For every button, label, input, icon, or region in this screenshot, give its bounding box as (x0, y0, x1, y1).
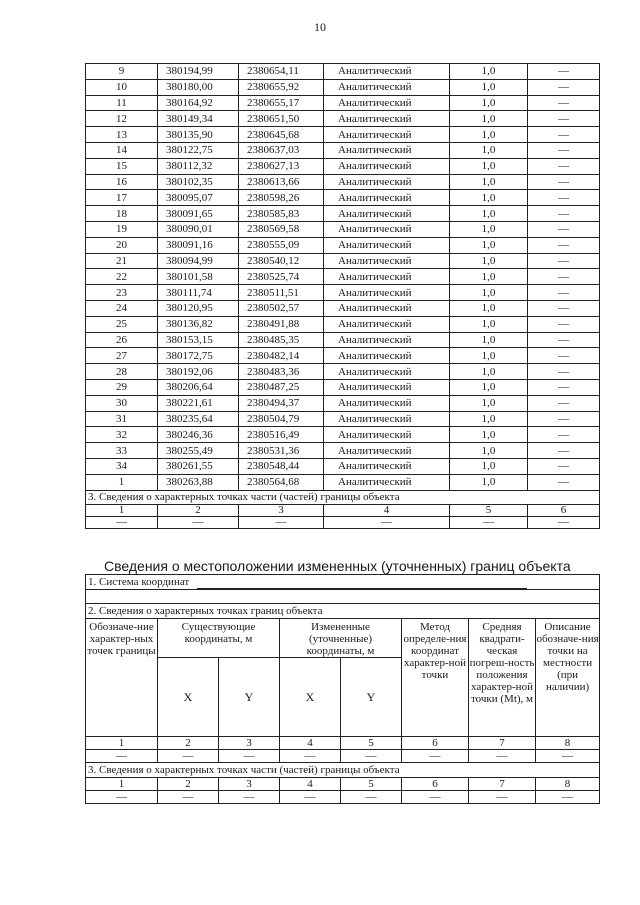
description: — (528, 285, 600, 301)
table-row (86, 174, 600, 190)
point-number: 21 (86, 253, 158, 269)
table-row (86, 95, 600, 111)
column-number: 4 (280, 737, 341, 750)
accuracy: 1,0 (450, 332, 528, 348)
method: Аналитический (324, 269, 450, 285)
section3-col-number: 4 (324, 504, 450, 516)
coord-y: 2380516,49 (239, 427, 324, 443)
point-number: 11 (86, 95, 158, 111)
accuracy: 1,0 (450, 300, 528, 316)
point-number: 33 (86, 443, 158, 459)
header-designation: Обозначе-ние характер-ных точек границы (86, 619, 158, 737)
column-number: 8 (536, 737, 600, 750)
coord-y: 2380655,92 (239, 79, 324, 95)
method: Аналитический (324, 127, 450, 143)
point-number: 16 (86, 174, 158, 190)
coord-x: 380255,49 (158, 443, 239, 459)
section3-dash: — (402, 791, 469, 804)
accuracy: 1,0 (450, 411, 528, 427)
accuracy: 1,0 (450, 221, 528, 237)
method: Аналитический (324, 64, 450, 80)
accuracy: 1,0 (450, 64, 528, 80)
table-row (86, 427, 600, 443)
coord-x: 380172,75 (158, 348, 239, 364)
method: Аналитический (324, 474, 450, 490)
description: — (528, 190, 600, 206)
method: Аналитический (324, 379, 450, 395)
empty-dash: — (219, 750, 280, 763)
coord-y: 2380598,26 (239, 190, 324, 206)
coord-y: 2380654,11 (239, 64, 324, 80)
accuracy: 1,0 (450, 127, 528, 143)
section3-col-number: 8 (536, 778, 600, 791)
method: Аналитический (324, 364, 450, 380)
section3-dash: — (341, 791, 402, 804)
method: Аналитический (324, 221, 450, 237)
description: — (528, 443, 600, 459)
table-row (86, 237, 600, 253)
table-row (86, 253, 600, 269)
table-row (86, 158, 600, 174)
table-row (86, 206, 600, 222)
point-number: 9 (86, 64, 158, 80)
header-existing-coords: Существующие координаты, м (158, 619, 280, 658)
section3-dash: — (86, 791, 158, 804)
column-number: 3 (219, 737, 280, 750)
description: — (528, 64, 600, 80)
table-row (86, 142, 600, 158)
point-number: 23 (86, 285, 158, 301)
section3-col-number: 1 (86, 504, 158, 516)
header-changed-x: X (280, 658, 341, 737)
coord-x: 380164,92 (158, 95, 239, 111)
description: — (528, 158, 600, 174)
coord-y: 2380651,50 (239, 111, 324, 127)
coord-x: 380094,99 (158, 253, 239, 269)
coord-y: 2380482,14 (239, 348, 324, 364)
fill-line (197, 578, 527, 589)
table-row (86, 300, 600, 316)
section3-col-number: 7 (469, 778, 536, 791)
section3-dash: — (239, 516, 324, 528)
coord-x: 380149,34 (158, 111, 239, 127)
empty-dash: — (280, 750, 341, 763)
table-row (86, 364, 600, 380)
empty-dash: — (86, 750, 158, 763)
coord-y: 2380564,68 (239, 474, 324, 490)
section3-dash: — (469, 791, 536, 804)
coord-x: 380206,64 (158, 379, 239, 395)
table-row (86, 443, 600, 459)
section3-dash: — (219, 791, 280, 804)
description: — (528, 332, 600, 348)
coord-y: 2380613,66 (239, 174, 324, 190)
description: — (528, 395, 600, 411)
section3-title: 3. Сведения о характерных точках части (частей) границы объекта (86, 490, 600, 504)
point-number: 13 (86, 127, 158, 143)
point-number: 25 (86, 316, 158, 332)
page-number: 10 (314, 20, 326, 34)
column-number: 5 (341, 737, 402, 750)
method: Аналитический (324, 206, 450, 222)
method: Аналитический (324, 285, 450, 301)
table-row (86, 221, 600, 237)
description: — (528, 474, 600, 490)
coord-y: 2380585,83 (239, 206, 324, 222)
method: Аналитический (324, 174, 450, 190)
method: Аналитический (324, 79, 450, 95)
method: Аналитический (324, 348, 450, 364)
coord-x: 380095,07 (158, 190, 239, 206)
accuracy: 1,0 (450, 458, 528, 474)
empty-dash: — (536, 750, 600, 763)
section3-col-number: 2 (158, 504, 239, 516)
section3-col-number: 6 (528, 504, 600, 516)
point-number: 27 (86, 348, 158, 364)
point-number: 34 (86, 458, 158, 474)
empty-dash: — (341, 750, 402, 763)
accuracy: 1,0 (450, 206, 528, 222)
coord-x: 380136,82 (158, 316, 239, 332)
column-number: 6 (402, 737, 469, 750)
header-changed-coords: Измененные (уточненные) координаты, м (280, 619, 402, 658)
coord-x: 380221,61 (158, 395, 239, 411)
description: — (528, 174, 600, 190)
description: — (528, 427, 600, 443)
description: — (528, 79, 600, 95)
point-number: 28 (86, 364, 158, 380)
empty-dash: — (158, 750, 219, 763)
point-number: 24 (86, 300, 158, 316)
accuracy: 1,0 (450, 395, 528, 411)
point-number: 22 (86, 269, 158, 285)
section3-col-number: 5 (450, 504, 528, 516)
header-existing-y: Y (219, 658, 280, 737)
coord-y: 2380645,68 (239, 127, 324, 143)
description: — (528, 111, 600, 127)
coord-x: 380102,35 (158, 174, 239, 190)
description: — (528, 237, 600, 253)
coord-y: 2380569,58 (239, 221, 324, 237)
accuracy: 1,0 (450, 190, 528, 206)
point-number: 10 (86, 79, 158, 95)
description: — (528, 253, 600, 269)
section3-col-number: 3 (219, 778, 280, 791)
coord-x: 380180,00 (158, 79, 239, 95)
table-row (86, 285, 600, 301)
coord-x: 380091,16 (158, 237, 239, 253)
accuracy: 1,0 (450, 285, 528, 301)
point-number: 31 (86, 411, 158, 427)
coord-y: 2380637,03 (239, 142, 324, 158)
section3-dash: — (536, 791, 600, 804)
header-existing-x: X (158, 658, 219, 737)
point-number: 29 (86, 379, 158, 395)
coord-y: 2380504,79 (239, 411, 324, 427)
section3-col-number: 4 (280, 778, 341, 791)
table-row (86, 79, 600, 95)
point-number: 14 (86, 142, 158, 158)
table-row (86, 411, 600, 427)
accuracy: 1,0 (450, 427, 528, 443)
description: — (528, 364, 600, 380)
method: Аналитический (324, 237, 450, 253)
table-row (86, 269, 600, 285)
coord-x: 380235,64 (158, 411, 239, 427)
column-number: 7 (469, 737, 536, 750)
accuracy: 1,0 (450, 111, 528, 127)
accuracy: 1,0 (450, 174, 528, 190)
table-row (86, 379, 600, 395)
section3-dash: — (324, 516, 450, 528)
accuracy: 1,0 (450, 158, 528, 174)
method: Аналитический (324, 443, 450, 459)
coordinate-system-title: 1. Система координат (88, 575, 190, 588)
point-number: 12 (86, 111, 158, 127)
point-number: 20 (86, 237, 158, 253)
coord-x: 380153,15 (158, 332, 239, 348)
table-row (86, 111, 600, 127)
coord-y: 2380627,13 (239, 158, 324, 174)
section3-dash: — (528, 516, 600, 528)
section3-col-number: 6 (402, 778, 469, 791)
section3-dash: — (86, 516, 158, 528)
section3-dash: — (158, 516, 239, 528)
accuracy: 1,0 (450, 474, 528, 490)
coord-y: 2380540,12 (239, 253, 324, 269)
coord-y: 2380502,57 (239, 300, 324, 316)
coord-y: 2380555,09 (239, 237, 324, 253)
column-number: 2 (158, 737, 219, 750)
coordinates-table (85, 63, 600, 529)
description: — (528, 300, 600, 316)
coord-x: 380111,74 (158, 285, 239, 301)
accuracy: 1,0 (450, 348, 528, 364)
table-row (86, 64, 600, 80)
coord-x: 380090,01 (158, 221, 239, 237)
point-number: 1 (86, 474, 158, 490)
description: — (528, 221, 600, 237)
method: Аналитический (324, 300, 450, 316)
accuracy: 1,0 (450, 379, 528, 395)
description: — (528, 411, 600, 427)
coord-y: 2380548,44 (239, 458, 324, 474)
description: — (528, 348, 600, 364)
point-number: 30 (86, 395, 158, 411)
section3-dash: — (280, 791, 341, 804)
accuracy: 1,0 (450, 95, 528, 111)
point-number: 18 (86, 206, 158, 222)
coord-x: 380101,58 (158, 269, 239, 285)
coord-x: 380263,88 (158, 474, 239, 490)
coord-x: 380135,90 (158, 127, 239, 143)
section3-col-number: 1 (86, 778, 158, 791)
coord-x: 380261,55 (158, 458, 239, 474)
section3-col-number: 3 (239, 504, 324, 516)
method: Аналитический (324, 95, 450, 111)
description: — (528, 127, 600, 143)
header-changed-y: Y (341, 658, 402, 737)
section-heading: Сведения о местоположении измененных (уточненных) границ объекта (104, 558, 571, 574)
coord-x: 380091,65 (158, 206, 239, 222)
accuracy: 1,0 (450, 253, 528, 269)
method: Аналитический (324, 395, 450, 411)
section3-col-number: 2 (158, 778, 219, 791)
accuracy: 1,0 (450, 316, 528, 332)
section3-title-bottom: 3. Сведения о характерных точках части (частей) границы объекта (86, 763, 600, 778)
section2-title: 2. Сведения о характерных точках границ объекта (86, 604, 600, 619)
accuracy: 1,0 (450, 269, 528, 285)
method: Аналитический (324, 427, 450, 443)
coord-x: 380120,95 (158, 300, 239, 316)
method: Аналитический (324, 316, 450, 332)
point-number: 19 (86, 221, 158, 237)
coord-x: 380192,06 (158, 364, 239, 380)
section3-dash: — (450, 516, 528, 528)
empty-dash: — (402, 750, 469, 763)
description: — (528, 379, 600, 395)
description: — (528, 269, 600, 285)
empty-dash: — (469, 750, 536, 763)
accuracy: 1,0 (450, 364, 528, 380)
column-number: 1 (86, 737, 158, 750)
method: Аналитический (324, 332, 450, 348)
blank-row (86, 590, 600, 604)
coord-x: 380122,75 (158, 142, 239, 158)
description: — (528, 316, 600, 332)
method: Аналитический (324, 158, 450, 174)
table-row (86, 127, 600, 143)
table-row (86, 458, 600, 474)
accuracy: 1,0 (450, 142, 528, 158)
table-row (86, 474, 600, 490)
coord-y: 2380483,36 (239, 364, 324, 380)
point-number: 17 (86, 190, 158, 206)
point-number: 15 (86, 158, 158, 174)
accuracy: 1,0 (450, 443, 528, 459)
coord-y: 2380485,35 (239, 332, 324, 348)
table-row (86, 395, 600, 411)
table-row (86, 348, 600, 364)
table-row (86, 316, 600, 332)
point-number: 32 (86, 427, 158, 443)
coord-x: 380246,36 (158, 427, 239, 443)
header-accuracy: Средняя квадрати-ческая погреш-ность положения характер-ной точки (Mt), м (469, 619, 536, 737)
accuracy: 1,0 (450, 79, 528, 95)
description: — (528, 142, 600, 158)
method: Аналитический (324, 411, 450, 427)
method: Аналитический (324, 111, 450, 127)
section3-col-number: 5 (341, 778, 402, 791)
description: — (528, 206, 600, 222)
coord-y: 2380487,25 (239, 379, 324, 395)
coord-y: 2380531,36 (239, 443, 324, 459)
coord-x: 380112,32 (158, 158, 239, 174)
coordinate-system-row (86, 575, 600, 590)
table-row (86, 190, 600, 206)
header-method: Метод определе-ния координат характер-ной точки (402, 619, 469, 737)
coord-y: 2380511,51 (239, 285, 324, 301)
description: — (528, 95, 600, 111)
coord-y: 2380525,74 (239, 269, 324, 285)
accuracy: 1,0 (450, 237, 528, 253)
point-number: 26 (86, 332, 158, 348)
coord-x: 380194,99 (158, 64, 239, 80)
coord-y: 2380655,17 (239, 95, 324, 111)
method: Аналитический (324, 142, 450, 158)
description: — (528, 458, 600, 474)
changed-boundaries-table (85, 574, 600, 804)
coord-y: 2380491,88 (239, 316, 324, 332)
method: Аналитический (324, 253, 450, 269)
method: Аналитический (324, 458, 450, 474)
coord-y: 2380494,37 (239, 395, 324, 411)
method: Аналитический (324, 190, 450, 206)
table-row (86, 332, 600, 348)
section3-dash: — (158, 791, 219, 804)
header-description: Описание обозначе-ния точки на местности (при наличии) (536, 619, 600, 737)
